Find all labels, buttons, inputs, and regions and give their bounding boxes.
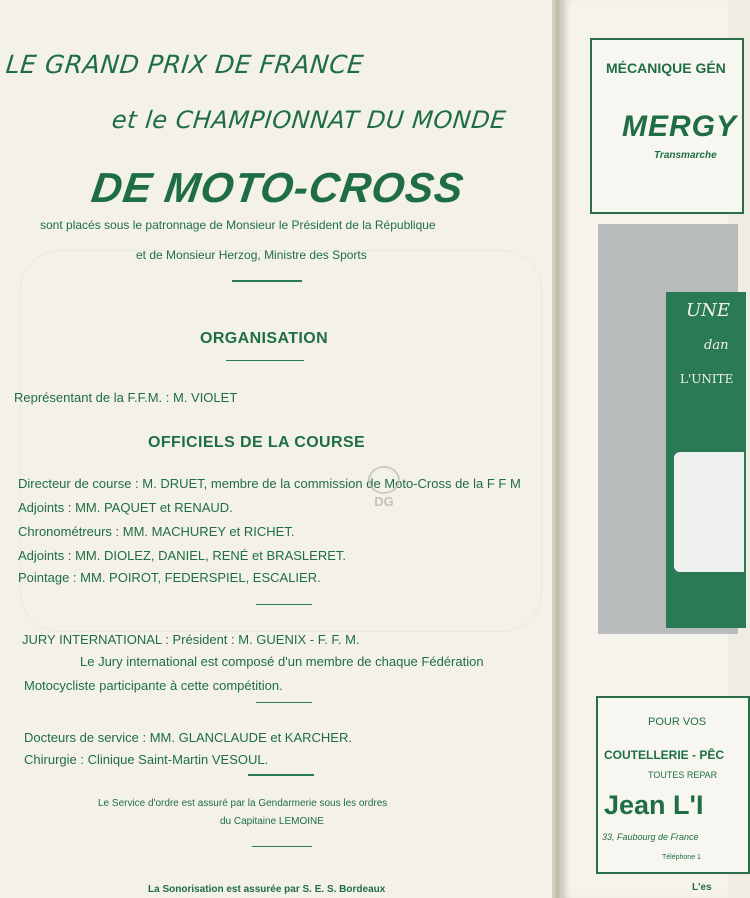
right-page bbox=[562, 0, 738, 898]
jury-international: JURY INTERNATIONAL : Président : M. GUENIX - F. F. M. bbox=[22, 632, 360, 647]
unite-ad-line-1: UNE bbox=[686, 300, 731, 321]
officiel-line: Chronométreurs : MM. MACHUREY et RICHET. bbox=[18, 524, 295, 539]
officiel-line: Adjoints : MM. DIOLEZ, DANIEL, RENÉ et BRASLERET. bbox=[18, 548, 346, 563]
divider bbox=[252, 846, 312, 847]
service-ordre-2: du Capitaine LEMOINE bbox=[220, 816, 324, 827]
chirurgie: Chirurgie : Clinique Saint-Martin VESOUL. bbox=[24, 752, 269, 767]
title-line-1: LE GRAND PRIX DE FRANCE bbox=[4, 50, 366, 79]
officiels-heading: OFFICIELS DE LA COURSE bbox=[148, 434, 366, 451]
title-moto-cross: DE MOTO-CROSS bbox=[88, 164, 467, 211]
watermark-text: DG bbox=[374, 494, 394, 509]
title-line-2: et le CHAMPIONNAT DU MONDE bbox=[110, 106, 508, 134]
divider bbox=[256, 604, 312, 605]
docteurs-service: Docteurs de service : MM. GLANCLAUDE et KARCHER. bbox=[24, 730, 352, 745]
patronage-line-1: sont placés sous le patronnage de Monsieur le Président de la République bbox=[40, 218, 436, 232]
sonorisation: La Sonorisation est assurée par S. E. S. Bordeaux bbox=[148, 884, 386, 895]
appliance-illustration bbox=[674, 452, 744, 572]
mergy-subtitle: Transmarche bbox=[654, 150, 717, 161]
jury-description-1: Le Jury international est composé d'un membre de chaque Fédération bbox=[80, 654, 484, 669]
patronage-line-2: et de Monsieur Herzog, Ministre des Sports bbox=[136, 248, 367, 262]
officiel-line: Pointage : MM. POIROT, FEDERSPIEL, ESCALIER. bbox=[18, 570, 321, 585]
footer-fragment: L'es bbox=[692, 882, 712, 893]
mergy-ad-heading: MÉCANIQUE GÉN bbox=[606, 60, 726, 76]
service-ordre-1: Le Service d'ordre est assuré par la Gendarmerie sous les ordres bbox=[98, 798, 388, 809]
officiel-line: Adjoints : MM. PAQUET et RENAUD. bbox=[18, 500, 233, 515]
divider bbox=[248, 774, 314, 776]
coutellerie-ad-services: TOUTES REPAR bbox=[648, 770, 718, 780]
coutellerie-address: 33, Faubourg de France bbox=[602, 832, 699, 842]
jury-description-2: Motocycliste participante à cette compétition. bbox=[24, 678, 283, 693]
coutellerie-ad-heading: COUTELLERIE - PÊC bbox=[604, 748, 725, 762]
unite-ad-line-2: dan bbox=[704, 338, 729, 353]
divider bbox=[232, 280, 302, 282]
coutellerie-phone: Téléphone 1 bbox=[662, 854, 701, 861]
unite-ad-line-3: L'UNITE bbox=[680, 372, 734, 386]
coutellerie-brand: Jean L'I bbox=[604, 790, 704, 820]
mergy-ad bbox=[590, 38, 744, 214]
divider bbox=[256, 702, 312, 703]
mergy-brand: MERGY bbox=[622, 110, 738, 143]
watermark-logo bbox=[360, 466, 408, 516]
coutellerie-ad bbox=[596, 696, 750, 874]
organisation-heading: ORGANISATION bbox=[200, 330, 329, 347]
officiel-line: Directeur de course : M. DRUET, membre de la commission de Moto-Cross de la F F M bbox=[18, 476, 521, 491]
divider bbox=[226, 360, 304, 361]
coutellerie-ad-intro: POUR VOS bbox=[648, 716, 707, 728]
representant-ffm: Représentant de la F.F.M. : M. VIOLET bbox=[14, 390, 238, 405]
